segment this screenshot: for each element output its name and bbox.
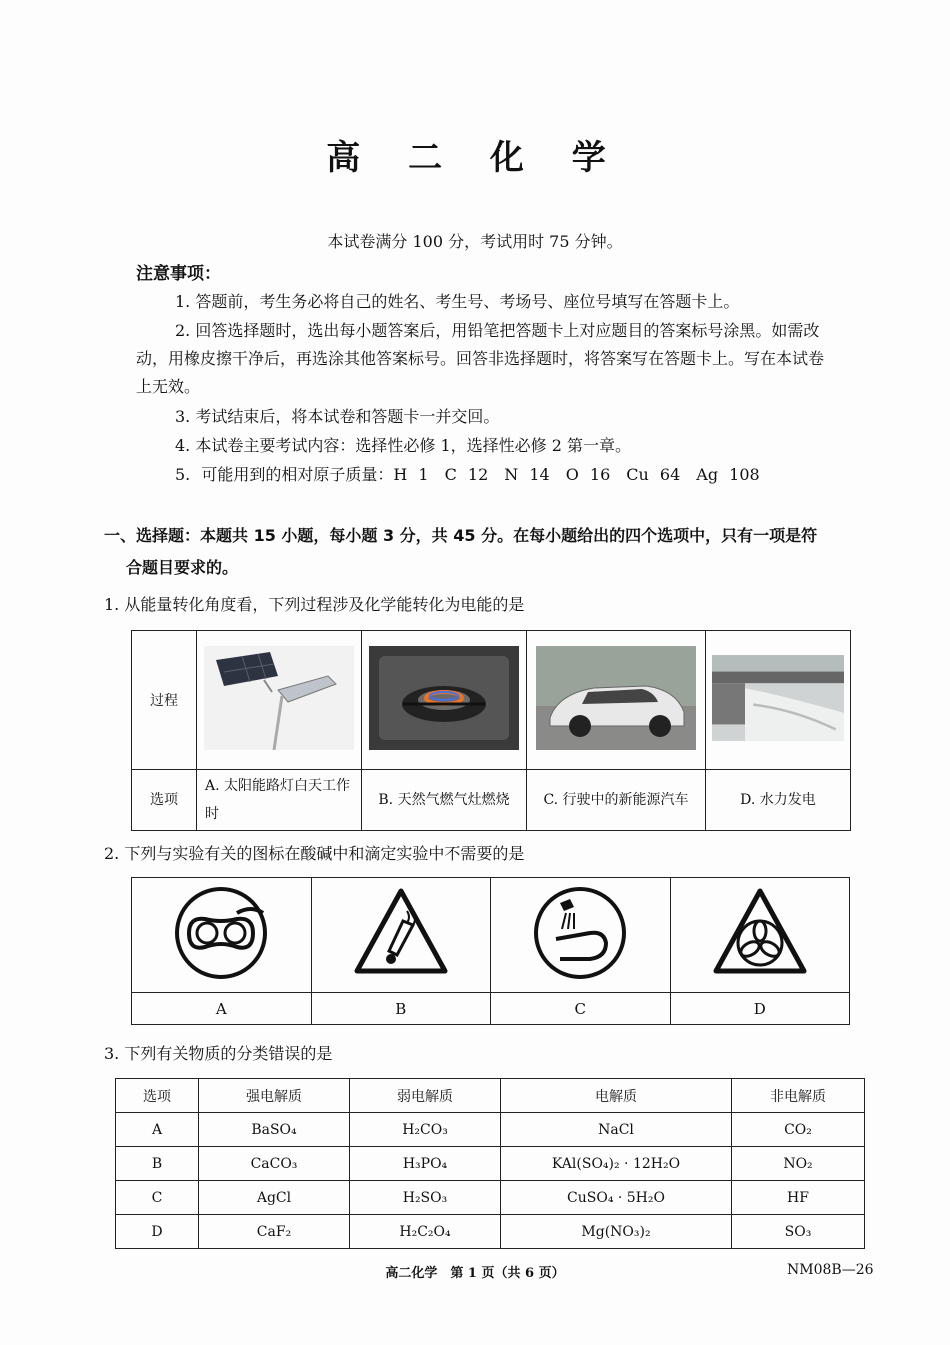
column-header: 选项 bbox=[116, 1079, 199, 1113]
question-3-stem: 3. 下列有关物质的分类错误的是 bbox=[104, 1044, 333, 1063]
table-cell: CaF₂ bbox=[199, 1215, 350, 1249]
question-2-table bbox=[131, 877, 850, 1025]
option-d-icon-cell bbox=[670, 878, 850, 993]
option-c-icon-cell bbox=[491, 878, 671, 993]
table-cell: A bbox=[116, 1113, 199, 1147]
question-3-table bbox=[115, 1078, 865, 1249]
notice-heading: 注意事项： bbox=[136, 264, 221, 284]
option-c[interactable]: C. 行驶中的新能源汽车 bbox=[527, 770, 706, 831]
table-row[interactable] bbox=[116, 1215, 865, 1249]
option-c-label[interactable]: C bbox=[491, 993, 671, 1025]
table-cell: H₂CO₃ bbox=[350, 1113, 501, 1147]
page-footer: 高二化学 第 1 页（共 6 页） bbox=[385, 1266, 565, 1281]
table-cell: KAl(SO₄)₂ · 12H₂O bbox=[501, 1147, 732, 1181]
question-2-stem: 2. 下列与实验有关的图标在酸碱中和滴定实验中不需要的是 bbox=[104, 844, 525, 863]
row-label-process: 过程 bbox=[132, 631, 197, 770]
page-title: 高 二 化 学 bbox=[326, 138, 624, 178]
goggles-icon bbox=[171, 883, 271, 983]
notice-item: 2. 回答选择题时，选出每小题答案后，用铅笔把答题卡上对应题目的答案标号涂黑。如需改动，用橡皮擦干净后，再选涂其他答案标号。回答非选择题时，将答案写在答题卡上。写在本试卷上无效。 bbox=[136, 321, 825, 396]
notice-item: 4. 本试卷主要考试内容：选择性必修 1，选择性必修 2 第一章。 bbox=[175, 436, 631, 455]
column-header: 非电解质 bbox=[732, 1079, 865, 1113]
option-b-label[interactable]: B bbox=[311, 993, 491, 1025]
exhaust-fan-icon bbox=[710, 883, 810, 983]
new-energy-car-image bbox=[533, 646, 699, 750]
row-label-option: 选项 bbox=[132, 770, 197, 831]
table-cell: D bbox=[116, 1215, 199, 1249]
option-a[interactable]: A. 太阳能路灯白天工作时 bbox=[197, 770, 362, 831]
option-a-icon-cell bbox=[132, 878, 312, 993]
table-cell: H₂C₂O₄ bbox=[350, 1215, 501, 1249]
table-cell: AgCl bbox=[199, 1181, 350, 1215]
option-c-image bbox=[527, 631, 706, 770]
hot-surface-icon bbox=[351, 883, 451, 983]
table-cell: SO₃ bbox=[732, 1215, 865, 1249]
table-cell: BaSO₄ bbox=[199, 1113, 350, 1147]
column-header: 弱电解质 bbox=[350, 1079, 501, 1113]
table-cell: CaCO₃ bbox=[199, 1147, 350, 1181]
table-cell: CuSO₄ · 5H₂O bbox=[501, 1181, 732, 1215]
table-header-row bbox=[116, 1079, 865, 1113]
table-row[interactable] bbox=[116, 1113, 865, 1147]
option-d[interactable]: D. 水力发电 bbox=[706, 770, 851, 831]
table-cell: HF bbox=[732, 1181, 865, 1215]
gas-stove-image bbox=[368, 646, 520, 750]
section-line: 一、选择题：本题共 15 小题，每小题 3 分，共 45 分。在每小题给出的四个选项中，只有一项是符 bbox=[104, 526, 818, 545]
notice-item: 3. 考试结束后，将本试卷和答题卡一并交回。 bbox=[175, 407, 500, 426]
paper-code: NM08B—26 bbox=[787, 1262, 874, 1278]
option-b-icon-cell bbox=[311, 878, 491, 993]
option-b[interactable]: B. 天然气燃气灶燃烧 bbox=[362, 770, 527, 831]
table-cell: NaCl bbox=[501, 1113, 732, 1147]
option-d-image bbox=[706, 631, 851, 770]
table-cell: H₂SO₃ bbox=[350, 1181, 501, 1215]
column-header: 强电解质 bbox=[199, 1079, 350, 1113]
table-row[interactable] bbox=[116, 1181, 865, 1215]
table-cell: Mg(NO₃)₂ bbox=[501, 1215, 732, 1249]
table-cell: CO₂ bbox=[732, 1113, 865, 1147]
table-cell: NO₂ bbox=[732, 1147, 865, 1181]
question-1-table bbox=[131, 630, 851, 831]
wash-hands-icon bbox=[530, 883, 630, 983]
table-row[interactable] bbox=[116, 1147, 865, 1181]
table-cell: C bbox=[116, 1181, 199, 1215]
table-cell: B bbox=[116, 1147, 199, 1181]
notice-item: 5. 可能用到的相对原子质量：H 1 C 12 N 14 O 16 Cu 64 Ag 108 bbox=[175, 465, 760, 484]
option-b-image bbox=[362, 631, 527, 770]
option-a-image bbox=[197, 631, 362, 770]
notice-item: 1. 答题前，考生务必将自己的姓名、考生号、考场号、座位号填写在答题卡上。 bbox=[175, 292, 740, 311]
option-d-label[interactable]: D bbox=[670, 993, 850, 1025]
section-line: 合题目要求的。 bbox=[126, 558, 239, 577]
exam-intro: 本试卷满分 100 分，考试用时 75 分钟。 bbox=[327, 232, 623, 251]
table-cell: H₃PO₄ bbox=[350, 1147, 501, 1181]
option-a-label[interactable]: A bbox=[132, 993, 312, 1025]
section-heading bbox=[104, 520, 872, 584]
question-1-stem: 1. 从能量转化角度看，下列过程涉及化学能转化为电能的是 bbox=[104, 595, 525, 614]
solar-lamp-image bbox=[203, 646, 355, 750]
hydropower-image bbox=[712, 646, 844, 750]
column-header: 电解质 bbox=[501, 1079, 732, 1113]
